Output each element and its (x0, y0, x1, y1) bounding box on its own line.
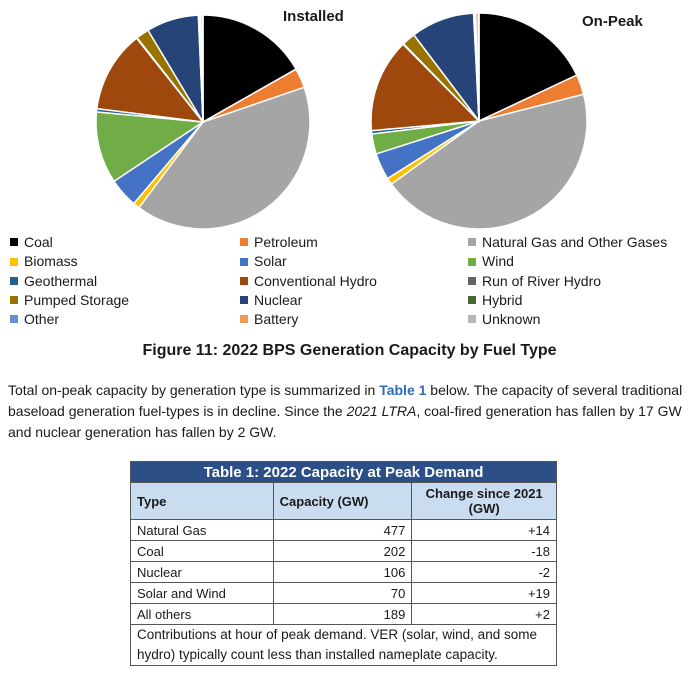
paragraph-italic: 2021 LTRA (346, 403, 417, 419)
body-paragraph (8, 380, 688, 443)
legend-swatch (240, 258, 248, 266)
legend-label: Nuclear (254, 291, 303, 308)
on-peak-chart-title: On-Peak (582, 13, 643, 30)
legend-swatch (10, 277, 18, 285)
table-cell-change: -18 (412, 541, 557, 562)
legend-item (468, 252, 514, 271)
legend-label: Unknown (482, 311, 541, 328)
table-cell-type: Natural Gas (131, 520, 274, 541)
legend-item (240, 252, 287, 271)
paragraph-text-3: , coal-fired generation has fallen by 17 GW and nuclear generation has fallen by 2 GW. (8, 403, 682, 440)
table-note: Contributions at hour of peak demand. VER (solar, wind, and some hydro) typically count less than installed nameplate capacity. (131, 625, 557, 666)
legend-item (10, 233, 53, 252)
table-cell-type: Nuclear (131, 562, 274, 583)
installed-pie-chart (93, 12, 313, 232)
paragraph-text-1: Total on-peak capacity by generation type is summarized in (8, 382, 380, 398)
legend-label: Solar (254, 253, 287, 270)
table-row (131, 541, 557, 562)
table-cell-capacity: 477 (273, 520, 412, 541)
table-1-link[interactable]: Table 1 (379, 382, 427, 398)
table-row (131, 604, 557, 625)
legend-item (10, 310, 59, 329)
legend-swatch (468, 315, 476, 323)
table-row (131, 583, 557, 604)
table-cell-change: +2 (412, 604, 557, 625)
capacity-table (130, 461, 557, 666)
legend-swatch (468, 258, 476, 266)
legend-label: Biomass (24, 253, 78, 270)
legend-item (240, 291, 302, 310)
legend-item (468, 310, 540, 329)
legend-label: Pumped Storage (24, 291, 130, 308)
table-cell-change: +14 (412, 520, 557, 541)
paragraph-text-2: below. The capacity of several traditional baseload generation fuel-types is in decline. Since the (8, 382, 683, 419)
legend-swatch (240, 277, 248, 285)
table-cell-capacity: 202 (273, 541, 412, 562)
legend-label: Geothermal (24, 272, 98, 289)
table-cell-type: All others (131, 604, 274, 625)
legend-swatch (240, 315, 248, 323)
legend-item (240, 272, 377, 291)
legend-item (10, 291, 129, 310)
table-cell-change: -2 (412, 562, 557, 583)
legend-label: Wind (482, 253, 514, 270)
table-cell-change: +19 (412, 583, 557, 604)
legend-swatch (240, 296, 248, 304)
legend-label: Petroleum (254, 234, 318, 250)
legend-label: Coal (24, 234, 53, 250)
legend-swatch (10, 296, 18, 304)
legend-swatch (240, 238, 248, 246)
legend-item (468, 291, 522, 310)
table-cell-type: Coal (131, 541, 274, 562)
legend-swatch (10, 238, 18, 246)
legend-swatch (10, 258, 18, 266)
table-cell-capacity: 189 (273, 604, 412, 625)
table-cell-capacity: 70 (273, 583, 412, 604)
table-row (131, 520, 557, 541)
legend-swatch (468, 277, 476, 285)
figure-caption: Figure 11: 2022 BPS Generation Capacity by Fuel Type (142, 342, 557, 359)
pie-slice-unknown (478, 13, 479, 121)
legend-swatch (10, 315, 18, 323)
table-cell-capacity: 106 (273, 562, 412, 583)
legend-item (468, 233, 667, 252)
legend-item (468, 272, 601, 291)
legend-item (240, 233, 318, 252)
legend-label: Other (24, 311, 60, 328)
on-peak-pie-chart (368, 10, 590, 232)
table-cell-type: Solar and Wind (131, 583, 274, 604)
pie-slice-unknown (202, 15, 203, 122)
table-row (131, 562, 557, 583)
table-header-type: Type (131, 483, 274, 520)
table-header-change: Change since 2021 (GW) (412, 483, 557, 520)
legend-label: Run of River Hydro (482, 272, 602, 289)
table-header-capacity: Capacity (GW) (273, 483, 412, 520)
legend-swatch (468, 238, 476, 246)
legend-item (10, 252, 78, 271)
legend-label: Conventional Hydro (254, 272, 377, 289)
legend-label: Natural Gas and Other Gases (482, 234, 668, 250)
installed-chart-title: Installed (283, 8, 344, 25)
legend-item (240, 310, 298, 329)
table-title: Table 1: 2022 Capacity at Peak Demand (131, 462, 557, 483)
legend-swatch (468, 296, 476, 304)
legend-label: Battery (254, 311, 299, 328)
legend-item (10, 272, 97, 291)
legend-label: Hybrid (482, 291, 523, 308)
